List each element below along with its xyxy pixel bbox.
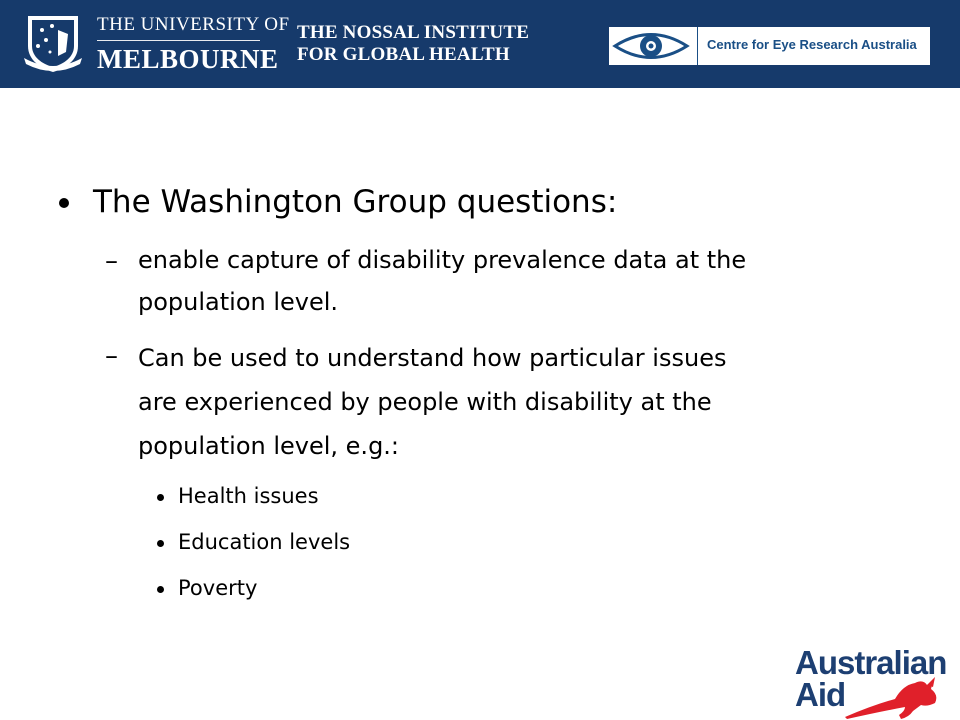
sub-bullet-2-line1: Can be used to understand how particular issues (138, 344, 727, 372)
nossal-line1: THE NOSSAL INSTITUTE (297, 22, 530, 43)
aid-line1: Australian (795, 644, 947, 681)
small-bullet-dot (157, 586, 164, 593)
sub-bullet-2-line2: are experienced by people with disability at the (138, 388, 712, 416)
list-item-poverty: Poverty (178, 576, 258, 600)
university-line1: THE UNIVERSITY OF (97, 14, 290, 35)
aid-line2: Aid (795, 676, 846, 713)
list-item-health: Health issues (178, 484, 319, 508)
sub-bullet-2-line3: population level, e.g.: (138, 432, 400, 460)
slide-heading-bullet: The Washington Group questions: (93, 184, 618, 220)
small-bullet-dot (157, 494, 164, 501)
university-line2: MELBOURNE (97, 44, 279, 74)
australian-aid-logo (795, 644, 960, 720)
kangaroo-icon (843, 677, 960, 720)
small-bullet-dot (157, 540, 164, 547)
sub-bullet-1-line1: enable capture of disability prevalence data at the (138, 246, 747, 274)
dash-marker: – (105, 246, 118, 276)
nossal-line2: FOR GLOBAL HEALTH (297, 44, 510, 65)
bullet-dot (59, 198, 69, 208)
list-item-education: Education levels (178, 530, 351, 554)
cera-name: Centre for Eye Research Australia (707, 37, 917, 52)
sub-bullet-1-line2: population level. (138, 288, 339, 316)
dash-marker: – (105, 341, 118, 371)
